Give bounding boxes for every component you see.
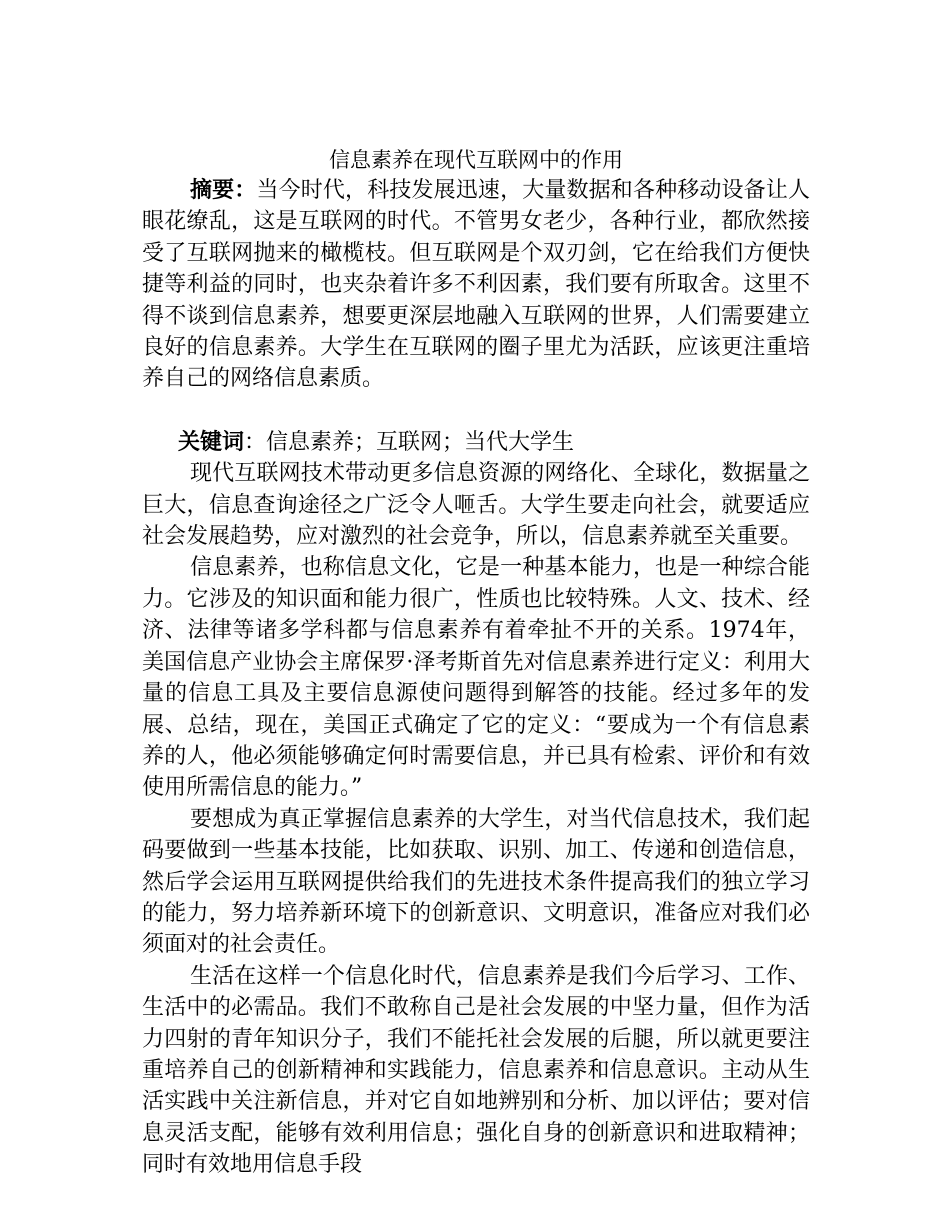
abstract-label: 摘要：: [190, 178, 257, 203]
abstract-text: 当今时代，科技发展迅速，大量数据和各种移动设备让人眼花缭乱，这是互联网的时代。不管男女老少，各种行业，都欣然接受了互联网抛来的橄榄枝。但互联网是个双刃剑，它在给我们方便快捷等利益的同时，也夹杂着许多不利因素，我们要有所取舍。这里不得不谈到信息素养，想要更深层地融入互联网的世界，人们需要建立良好的信息素养。大学生在互联网的圈子里尤为活跃，应该更注重培养自己的网络信息素质。: [142, 178, 810, 392]
body-paragraph-2: 信息素养，也称信息文化，它是一种基本能力，也是一种综合能力。它涉及的知识面和能力很广，性质也比较特殊。人文、技术、经济、法律等诸多学科都与信息素养有着牵扯不开的关系。1974年，美国信息产业协会主席保罗·泽考斯首先对信息素养进行定义：利用大量的信息工具及主要信息源使问题得到解答的技能。经过多年的发展、总结，现在，美国正式确定了它的定义：“要成为一个有信息素养的人，他必须能够确定何时需要信息，并已具有检索、评价和有效使用所需信息的能力。”: [142, 555, 810, 801]
document-body: [142, 145, 810, 1181]
document-title: 信息素养在现代互联网中的作用: [329, 148, 623, 172]
abstract-paragraph: [142, 175, 810, 395]
body-paragraph-4: 生活在这样一个信息化时代，信息素养是我们今后学习、工作、生活中的必需品。我们不敢称自己是社会发展的中坚力量，但作为活力四射的青年知识分子，我们不能托社会发展的后腿，所以就更要注重培养自己的创新精神和实践能力，信息素养和信息意识。主动从生活实践中关注新信息，并对它自如地辨别和分析、加以评估；要对信息灵活支配，能够有效利用信息；强化自身的创新意识和进取精神；同时有效地用信息手段: [142, 963, 810, 1178]
keywords-line: [142, 427, 810, 458]
keywords-label: 关键词: [178, 429, 245, 455]
body-paragraph-1: 现代互联网技术带动更多信息资源的网络化、全球化，数据量之巨大，信息查询途径之广泛令人咂舌。大学生要走向社会，就要适应社会发展趋势，应对激烈的社会竞争，所以，信息素养就至关重要。: [142, 461, 810, 550]
body-paragraph-3: 要想成为真正掌握信息素养的大学生，对当代信息技术，我们起码要做到一些基本技能，比如获取、识别、加工、传递和创造信息，然后学会运用互联网提供给我们的先进技术条件提高我们的独立学习的能力，努力培养新环境下的创新意识、文明意识，准备应对我们必须面对的社会责任。: [142, 806, 810, 958]
keywords-text: ：信息素养；互联网；当代大学生: [244, 429, 575, 455]
